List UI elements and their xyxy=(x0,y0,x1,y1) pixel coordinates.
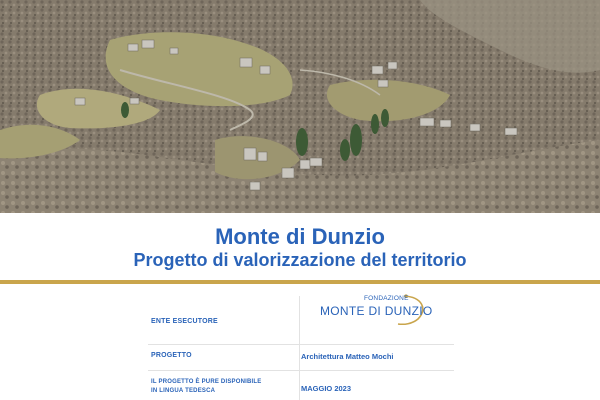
logo-small-text: FONDAZIONE xyxy=(364,295,409,302)
fondazione-logo xyxy=(318,293,433,325)
row-label-lingua-line1: IL PROGETTO È PURE DISPONIBILE xyxy=(151,379,262,385)
table-column-divider xyxy=(299,296,300,400)
gold-divider xyxy=(0,280,600,284)
row-label-progetto: PROGETTO xyxy=(151,352,192,359)
row-label-ente-esecutore: ENTE ESECUTORE xyxy=(151,318,218,325)
table-row-divider xyxy=(148,344,454,345)
page-subtitle: Progetto di valorizzazione del territorio xyxy=(133,250,467,270)
page-title: Monte di Dunzio xyxy=(215,224,385,249)
table-row-divider xyxy=(148,370,454,371)
row-value-date: MAGGIO 2023 xyxy=(301,384,352,393)
title-block xyxy=(0,213,600,280)
logo-big-text: MONTE DI DUNZIO xyxy=(320,304,433,318)
row-label-lingua-line2: IN LINGUA TEDESCA xyxy=(151,388,216,394)
row-value-progetto: Architettura Matteo Mochi xyxy=(301,352,394,361)
